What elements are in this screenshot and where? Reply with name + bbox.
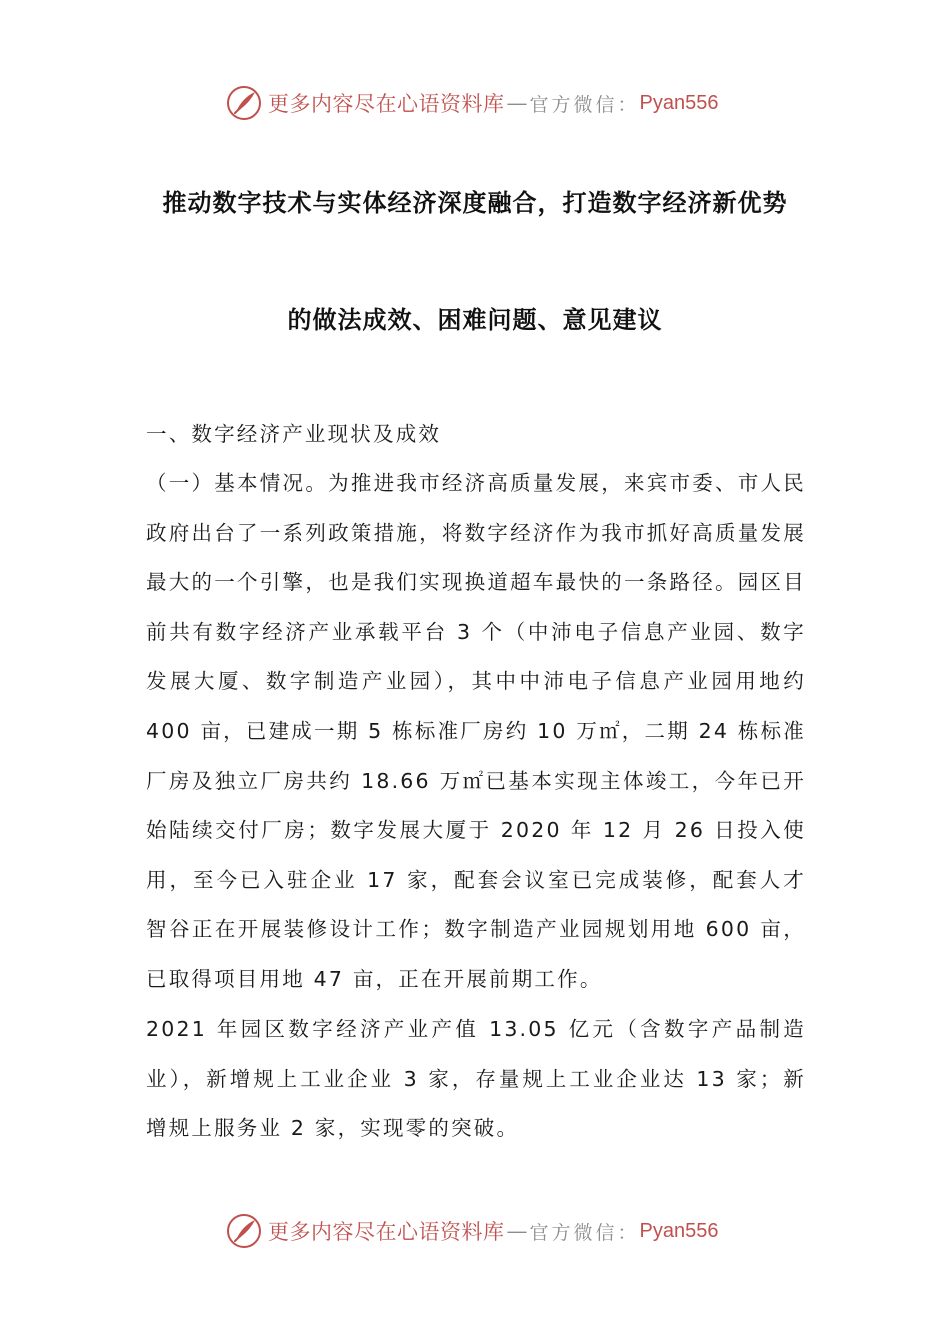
- banner-wechat-label: 官方微信：: [529, 93, 640, 116]
- body-paragraph-2: [146, 1005, 806, 1154]
- banner-site-text: 更多内容尽在心语资料库: [268, 92, 505, 116]
- section-heading: [146, 410, 806, 460]
- document-title-line-1: 推动数字技术与实体经济深度融合，打造数字经济新优势: [162, 189, 788, 217]
- quill-pen-logo-icon: [226, 85, 262, 121]
- quill-pen-logo-icon: [226, 1213, 262, 1249]
- banner-wechat-id: Pyan556: [639, 91, 719, 114]
- section-heading-text: 一、数字经济产业现状及成效: [146, 422, 442, 446]
- body-paragraph-1: [146, 459, 806, 1005]
- banner-wechat-id: Pyan556: [639, 1219, 719, 1242]
- paragraph-text: 2021 年园区数字经济产业产值 13.05 亿元（含数字产品制造业），新增规上工业企业 3 家，存量规上工业企业达 13 家；新增规上服务业 2 家，实现零的突破。: [146, 1017, 806, 1141]
- footer-watermark-banner: [226, 1211, 746, 1251]
- paragraph-text: （一）基本情况。为推进我市经济高质量发展，来宾市委、市人民政府出台了一系列政策措施，将数字经济作为我市抓好高质量发展最大的一个引擎，也是我们实现换道超车最快的一条路径。园区目前共有数字经济产业承载平台 3 个（中沛电子信息产业园、数字发展大厦、数字制造产业园），其中中沛电子信息产业园用地约 400 亩，已建成一期 5 栋标准厂房约 10 万㎡，二期 24 栋标准厂房及独立厂房共约 18.66 万㎡已基本实现主体竣工，今年已开始陆续交付厂房；数字发展大厦于 2020 年 12 月 26 日投入使用，至今已入驻企业 17 家，配套会议室已完成装修，配套人才智谷正在开展装修设计工作；数字制造产业园规划用地 600 亩，已取得项目用地 47 亩，正在开展前期工作。: [146, 471, 806, 991]
- banner-separator: —: [506, 91, 528, 115]
- header-watermark-banner: [226, 83, 746, 123]
- banner-site-text: 更多内容尽在心语资料库: [268, 1220, 505, 1244]
- banner-wechat-label: 官方微信：: [529, 1221, 640, 1244]
- document-title-line-2: 的做法成效、困难问题、意见建议: [287, 306, 663, 334]
- banner-separator: —: [506, 1219, 528, 1243]
